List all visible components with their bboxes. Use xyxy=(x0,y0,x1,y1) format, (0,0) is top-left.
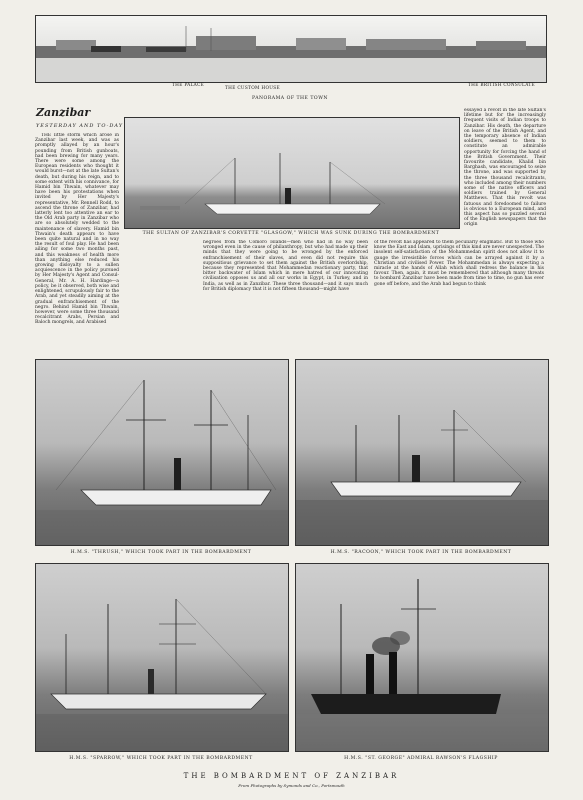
photo-credit: From Photographs by Symonds and Co., Portsmouth xyxy=(238,783,345,788)
sparrow-caption: H.M.S. "SPARROW," WHICH TOOK PART IN THE BOMBARDMENT xyxy=(69,756,253,761)
panorama-label-palace: THE PALACE xyxy=(172,83,205,88)
glasgow-caption: THE SULTAN OF ZANZIBAR'S CORVETTE "GLASGOW," WHICH WAS SUNK DURING THE BOMBARDMENT xyxy=(142,231,440,236)
article-paragraph: THE little storm which arose in Zanzibar last week, and was as promptly allayed by an hour's pounding from British gunboats, had been brewing for many years. There were some among the European residents who thought it would burst—not at the late Sultan's death, but during his reign, and to some extent with his connivance, for Hamid bin Thwain, whatever may have been his protestations when invited by Her Majesty's representative, Mr. Rennell Rodd, to ascend the throne of Zanzibar, had latterly lent too attentive an ear to the Old Arab party in Zanzibar who are so absolutely wedded to the maintenance of slavery. Hamid bin Thwain's death appears to have been quite natural and in no way the result of foul play. He had been ailing for some two months past, and this weakness of health more than anything else reduced his growing disloyalty to a sullen acquiescence in the policy pursued by Her Majesty's Agent and Consul-General, Mr. A. H. Hardinge—a policy, be it observed, both wise and enlightened, scrupulously fair to the Arab, and yet steadily aiming at the gradual enfranchisement of the negro. Behind Hamid bin Thwain, however, were some three thousand recalcitrant Arabs, Persian and Baloch mongrels, and Arabised xyxy=(35,133,119,326)
panorama-label-custom-house: THE CUSTOM HOUSE xyxy=(225,86,280,91)
racoon-image xyxy=(295,359,549,546)
racoon-caption: H.M.S. "RACOON," WHICH TOOK PART IN THE BOMBARDMENT xyxy=(330,550,512,555)
article-column-1 xyxy=(35,133,119,358)
glasgow-image xyxy=(124,117,460,229)
panorama-image xyxy=(35,15,547,83)
article-column-3 xyxy=(374,240,544,358)
article-heading: Zanzibar xyxy=(36,106,91,119)
article-paragraph: negroes from the Comoro Islands—men who had in no way been wronged even in the cause of philanthropy, but who had made up their minds that they were going to be wronged by the enforced enfranchisement of their slaves, and even did not require this suppositious grievance to set them against the British overlordship, because they represented that Mohammedan reactionary party, that bitter backwater of Islam which in mere hatred of our innovating civilisation opposes us and all our works in Egypt, in Turkey, and in India, as well as in Zanzibar. These three thousand—and it says much for British diplomacy that it is not fifteen thousand—might have xyxy=(203,240,368,292)
thrush-caption: H.M.S. "THRUSH," WHICH TOOK PART IN THE BOMBARDMENT xyxy=(70,550,252,555)
sparrow-image xyxy=(35,563,289,752)
thrush-image xyxy=(35,359,289,546)
st-george-image xyxy=(295,563,549,752)
article-column-4 xyxy=(464,108,546,238)
page-title: THE BOMBARDMENT OF ZANZIBAR xyxy=(183,772,400,780)
article-paragraph: of the revolt has appeared to them peculiarly enigmatic. But to those who know the East and Islam, uprisings of this kind are never unexpected. The insolent self-satisfaction of the Mohammedan spirit does not allow it to gauge the irresistible forces which can be arrayed against it by a Christian and civilised Power. The Mohammedan is always expecting a miracle at the hands of Allah which shall redress the balance in his favour. Then, again, it must be remembered that although many threats to bombard Zanzibar have been made from time to time, no gun has ever gone off before, and the Arab had begun to think xyxy=(374,240,544,287)
article-subheading: YESTERDAY AND TO-DAY xyxy=(36,123,124,129)
article-column-2 xyxy=(203,240,368,358)
panorama-label-consulate: THE BRITISH CONSULATE xyxy=(468,83,535,88)
panorama-caption: PANORAMA OF THE TOWN xyxy=(252,96,328,101)
article-paragraph: essayed a revolt in the late Sultan's lifetime but for the increasingly frequent visits of Indian troops to Zanzibar. His death, the departure on leave of the British Agent, and the temporary absence of Indian soldiers, seemed to them to constitute an admirable opportunity for forcing the hand of the British Government. Their favourite candidate, Khalid bin Barghash, was encouraged to seize the throne, and was supported by the three thousand recalcitrants, who included among their numbers some of the native officers and soldiers trained by General Matthews. That this revolt was fatuous and foredoomed to failure is obvious to a European mind, and this aspect has so puzzled several of the English newspapers that the origin xyxy=(464,108,546,228)
st-george-caption: H.M.S. "ST. GEORGE" ADMIRAL RAWSON'S FLAGSHIP xyxy=(344,756,498,761)
